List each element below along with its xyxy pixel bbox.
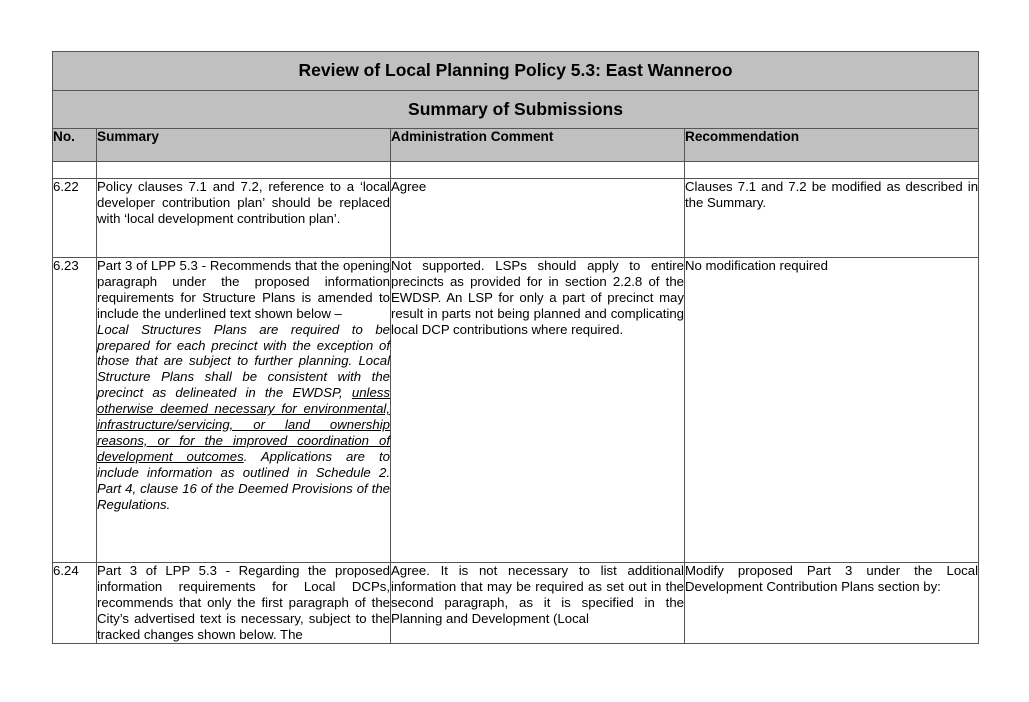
row-recommendation: Modify proposed Part 3 under the Local Development Contribution Plans section by: (685, 563, 979, 644)
column-header-admin-comment: Administration Comment (391, 129, 685, 162)
spacer-cell (53, 162, 97, 179)
row-number: 6.22 (53, 179, 97, 258)
column-header-recommendation: Recommendation (685, 129, 979, 162)
summary-italic-quote: Local Structures Plans are required to be prepared for each precinct with the exception of those that are subject to further planning. Local Structure Plans shall be consistent with the precinct as delineated in the EWDSP, (97, 321, 390, 401)
row-admin-comment: Agree (391, 179, 685, 258)
row-summary: Part 3 of LPP 5.3 - Regarding the proposed information requirements for Local DCPs, recommends that only the first paragraph of the City’s advertised text is necessary, subject to the tracked changes shown below. The (97, 563, 390, 642)
spacer-cell (685, 162, 979, 179)
row-summary (97, 258, 391, 563)
summary-intro: Part 3 of LPP 5.3 - Recommends that the opening paragraph under the proposed information requirements for Structure Plans is amended to include the underlined text shown below – (97, 258, 390, 321)
table-row (53, 563, 979, 644)
row-recommendation: Clauses 7.1 and 7.2 be modified as described in the Summary. (685, 179, 979, 258)
document-title: Review of Local Planning Policy 5.3: East Wanneroo (53, 52, 979, 91)
table-row (53, 179, 979, 258)
summary-italic-quote-end: . Applications are to include information as outlined in Schedule 2. Part 4, clause 16 of the Deemed Provisions of the Regulations. (97, 448, 390, 512)
column-header-row (53, 129, 979, 162)
row-admin-comment: Not supported. LSPs should apply to entire precincts as provided for in section 2.2.8 of the EWDSP. An LSP for only a part of precinct may result in parts not being planned and complicating local DCP contributions where required. (391, 258, 685, 563)
submissions-table (52, 51, 979, 644)
row-admin-comment: Agree. It is not necessary to list additional information that may be required as set out in the second paragraph, as it is specified in the Planning and Development (Local (391, 563, 685, 644)
spacer-row (53, 162, 979, 179)
row-number: 6.23 (53, 258, 97, 563)
row-recommendation: No modification required (685, 258, 979, 563)
spacer-cell (97, 162, 391, 179)
spacer-cell (391, 162, 685, 179)
column-header-no: No. (53, 129, 97, 162)
summary-underlined-text: unless otherwise deemed necessary for environmental, infrastructure/servicing, or land ownership reasons, or for the improved coordination of development outcomes (97, 385, 390, 464)
column-header-summary: Summary (97, 129, 391, 162)
table-row (53, 258, 979, 563)
row-number: 6.24 (53, 563, 97, 644)
row-summary: Policy clauses 7.1 and 7.2, reference to a ‘local developer contribution plan’ should be replaced with ‘local development contribution plan’. (97, 179, 391, 258)
document-subtitle: Summary of Submissions (53, 91, 979, 129)
